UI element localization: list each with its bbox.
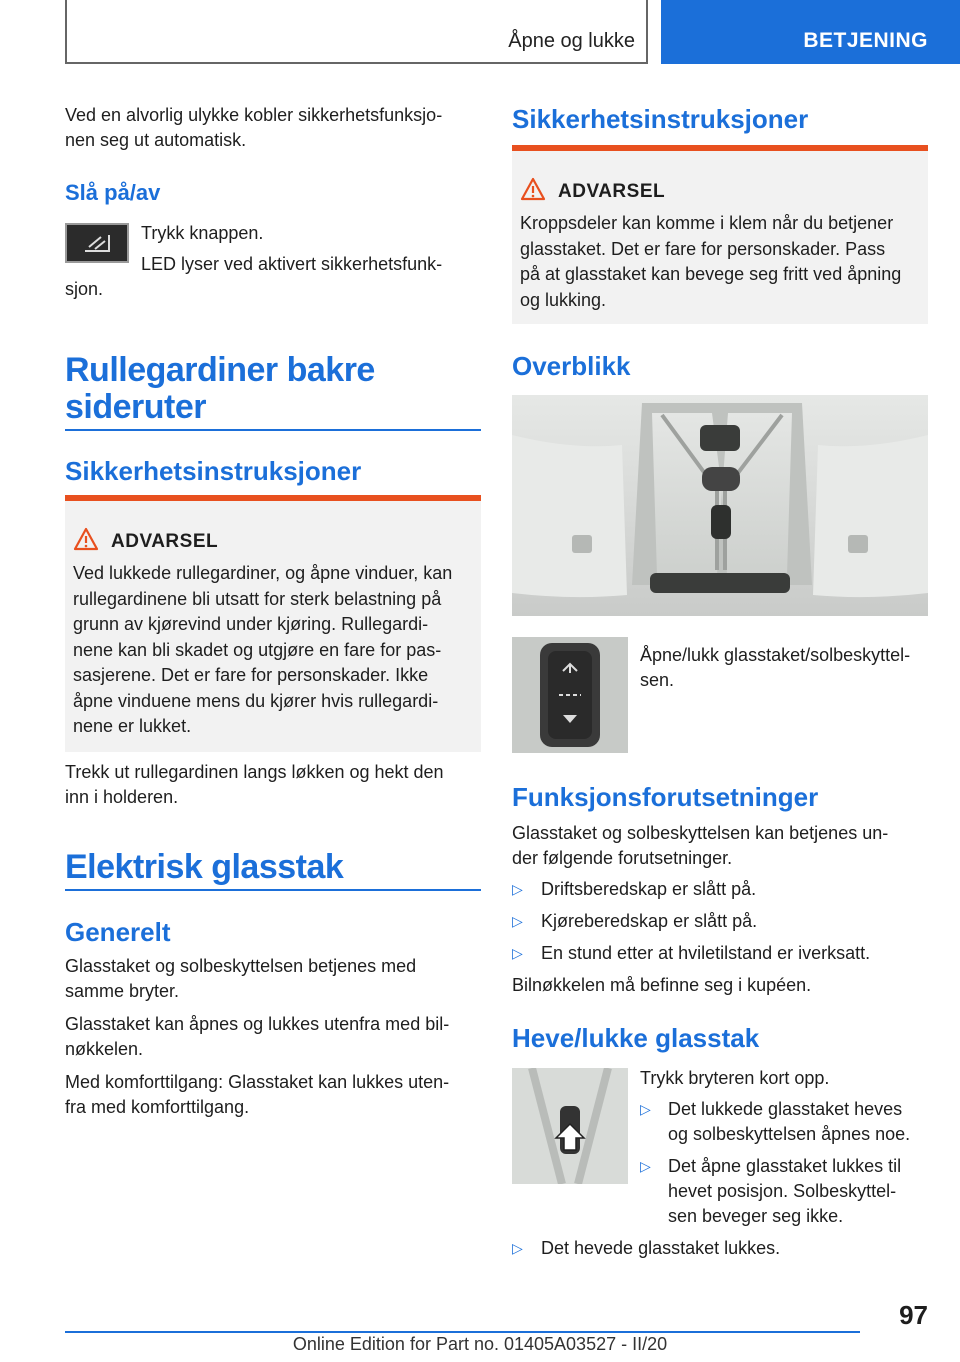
- blinds-warning-line: nene er lukket.: [73, 716, 192, 736]
- chapter-tab: [661, 0, 960, 64]
- condition-item: ▷ Driftsberedskap er slått på.: [512, 877, 756, 902]
- condition-item: ▷ Kjøreberedskap er slått på.: [512, 909, 757, 934]
- edition-text: Online Edition for Part no. 01405A03527 - II/20: [292, 1334, 668, 1354]
- triangle-bullet-icon: ▷: [512, 945, 523, 961]
- raise-bullet-item: ▷ Det åpne glasstaket lukkes til hevet posisjon. Solbeskyttel- sen beveger seg ikke.: [640, 1156, 902, 1226]
- roof-warning-line: på at glasstaket kan bevege seg fritt ved åpning: [520, 264, 902, 284]
- switch-caption-line-1: Åpne/lukk glasstaket/solbeskyttel-: [640, 645, 911, 665]
- switch-heading: Slå på/av: [65, 180, 161, 205]
- conditions-note: Bilnøkkelen må befinne seg i kupéen.: [512, 975, 812, 995]
- triangle-bullet-icon: ▷: [512, 913, 523, 929]
- roof-switch-photo: [512, 637, 628, 753]
- intro-line-1: Ved en alvorlig ulykke kobler sikkerhetsfunksjo-: [65, 105, 443, 125]
- roof-warning-title: ADVARSEL: [558, 181, 666, 202]
- roof-warning-line: Kroppsdeler kan komme i klem når du betjener: [520, 213, 894, 233]
- blinds-warning-line: sasjerene. Det er fare for personskader. Ikke: [73, 665, 429, 685]
- blinds-safety-heading: Sikkerhetsinstruksjoner: [65, 456, 362, 486]
- switch-caption-line-2: sen.: [640, 670, 675, 690]
- triangle-bullet-icon: ▷: [512, 1240, 523, 1256]
- switch-step: Trykk knappen.: [141, 223, 264, 243]
- warning-triangle-icon: [73, 527, 99, 551]
- blinds-warning-box: [65, 495, 481, 752]
- blinds-warning-line: åpne vinduene mens du kjører hvis rullegardi-: [73, 690, 439, 711]
- blinds-heading-line-1: Rullegardiner bakre: [65, 351, 375, 389]
- condition-item: ▷ En stund etter at hviletilstand er iverksatt.: [512, 941, 870, 966]
- blinds-warning-line: rullegardinene bli utsatt for sterk belastning på: [73, 588, 442, 609]
- blinds-heading-line-2: sideruter: [65, 388, 206, 426]
- warning-triangle-icon: [520, 177, 546, 201]
- glass-roof-heading: Elektrisk glasstak: [65, 848, 344, 886]
- safety-button-icon: [65, 223, 129, 263]
- raise-last-item: ▷ Det hevede glasstaket lukkes.: [512, 1236, 780, 1261]
- blinds-warning-line: Ved lukkede rullegardiner, og åpne vinduer, kan: [73, 563, 453, 583]
- blinds-heading-rule: [65, 429, 481, 431]
- triangle-bullet-icon: ▷: [512, 881, 523, 897]
- blinds-warning-line: grunn av kjørevind under kjøring. Rullegardi-: [73, 614, 429, 634]
- general-p3-line-2: fra med komforttilgang.: [65, 1097, 250, 1117]
- raise-step: Trykk bryteren kort opp.: [640, 1068, 830, 1088]
- overhead-console-photo: [512, 395, 928, 616]
- raise-bullet-item: ▷ Det lukkede glasstaket heves og solbeskyttelsen åpnes noe.: [640, 1099, 911, 1144]
- general-p1-line-2: samme bryter.: [65, 981, 180, 1001]
- general-p3-line-1: Med komforttilgang: Glasstaket kan lukkes uten-: [65, 1072, 450, 1092]
- overview-heading: Overblikk: [512, 351, 631, 381]
- roof-safety-heading: Sikkerhetsinstruksjoner: [512, 104, 809, 134]
- conditions-intro-line-2: der følgende forutsetninger.: [512, 848, 733, 868]
- glass-roof-heading-rule: [65, 889, 481, 891]
- raise-heading: Heve/lukke glasstak: [512, 1023, 760, 1053]
- general-p1-line-1: Glasstaket og solbeskyttelsen betjenes med: [65, 956, 417, 976]
- footer-edition: [0, 1334, 960, 1355]
- roof-warning-box: [512, 145, 928, 324]
- blinds-warning-line: nene kan bli skadet og utgjøre en fare for pas-: [73, 639, 442, 660]
- switch-led-line-1: LED lyser ved aktivert sikkerhetsfunk-: [141, 254, 443, 274]
- intro-line-2: nen seg ut automatisk.: [65, 130, 247, 150]
- blinds-instruction-line-1: Trekk ut rullegardinen langs løkken og hekt den: [65, 762, 444, 782]
- roof-warning-line: og lukking.: [520, 289, 607, 310]
- general-p2-line-1: Glasstaket kan åpnes og lukkes utenfra med bil-: [65, 1014, 450, 1034]
- blinds-warning-title: ADVARSEL: [111, 531, 219, 552]
- footer-rule: [65, 1331, 860, 1333]
- general-p2-line-2: nøkkelen.: [65, 1039, 144, 1059]
- section-title: Åpne og lukke: [508, 30, 635, 52]
- general-heading: Generelt: [65, 917, 171, 947]
- switch-led-line-2: sjon.: [65, 279, 104, 299]
- chapter-label: BETJENING: [803, 29, 928, 52]
- triangle-bullet-icon: ▷: [640, 1158, 651, 1174]
- conditions-heading: Funksjonsforutsetninger: [512, 782, 819, 812]
- triangle-bullet-icon: ▷: [640, 1101, 651, 1117]
- raise-switch-photo: [512, 1068, 628, 1184]
- roof-warning-line: glasstaket. Det er fare for personskader. Pass: [520, 238, 886, 259]
- conditions-intro-line-1: Glasstaket og solbeskyttelsen kan betjenes un-: [512, 823, 889, 843]
- blinds-instruction-line-2: inn i holderen.: [65, 787, 179, 807]
- page-number: 97: [899, 1300, 928, 1330]
